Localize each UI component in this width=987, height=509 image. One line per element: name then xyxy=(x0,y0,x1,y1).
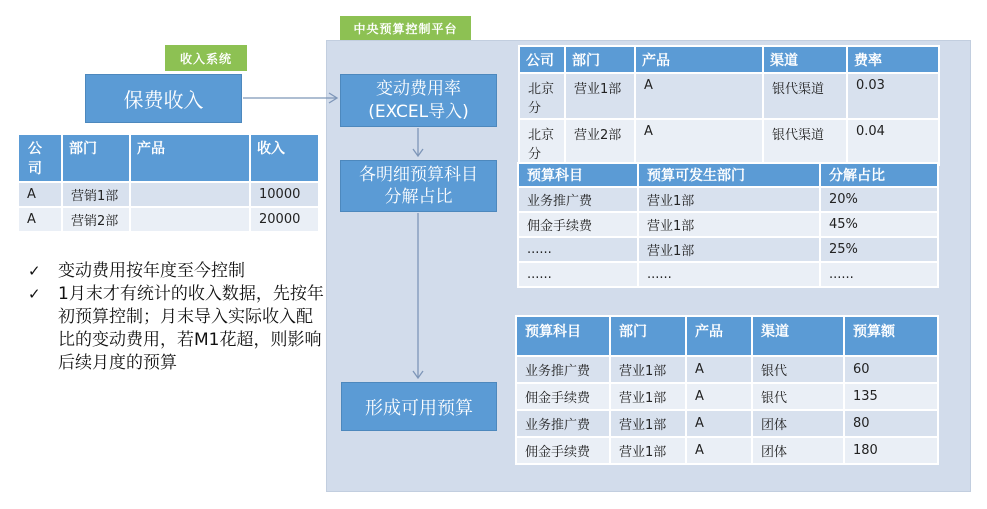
table-cell: 0.03 xyxy=(847,73,939,119)
table-cell: 180 xyxy=(844,437,938,464)
table-cell: 银代渠道 xyxy=(763,73,847,119)
table-cell: 北京分 xyxy=(519,73,565,119)
table-cell: 25% xyxy=(820,237,938,262)
variable-rate-line1: 变动费用率 xyxy=(376,79,461,100)
column-header: 预算科目 xyxy=(518,163,638,187)
table-cell: A xyxy=(686,410,752,437)
table-cell: 营业1部 xyxy=(638,237,820,262)
table-cell: A xyxy=(18,207,62,232)
subject-ratio-line1: 各明细预算科目 xyxy=(359,164,478,185)
table-row xyxy=(518,212,938,237)
rate-table xyxy=(518,45,940,166)
subject-ratio-box xyxy=(340,160,497,212)
income-table xyxy=(17,133,320,233)
budget-table xyxy=(515,315,939,465)
column-header: 产品 xyxy=(130,134,250,182)
table-cell: 营业1部 xyxy=(565,73,635,119)
column-header: 预算科目 xyxy=(516,316,610,356)
subject-ratio-line2: 分解占比 xyxy=(384,187,453,207)
table-row xyxy=(519,119,939,165)
column-header: 渠道 xyxy=(752,316,844,356)
checkmark-icon: ✓ xyxy=(28,285,41,303)
note-item xyxy=(28,260,328,283)
table-cell: 营业1部 xyxy=(638,212,820,237)
column-header: 分解占比 xyxy=(820,163,938,187)
table-cell: ...... xyxy=(518,262,638,287)
table-row xyxy=(518,237,938,262)
table-cell: 佣金手续费 xyxy=(518,212,638,237)
column-header: 产品 xyxy=(635,46,763,73)
column-header: 公司 xyxy=(519,46,565,73)
table-cell: 业务推广费 xyxy=(516,356,610,383)
table-cell: A xyxy=(686,383,752,410)
table-cell: 10000 xyxy=(250,182,319,207)
table-cell: 业务推广费 xyxy=(516,410,610,437)
table-row xyxy=(516,383,938,410)
table-cell: ...... xyxy=(820,262,938,287)
table-cell: 业务推广费 xyxy=(518,187,638,212)
note-text: 变动费用按年度至今控制 xyxy=(58,261,245,281)
table-cell: 45% xyxy=(820,212,938,237)
table-cell: 佣金手续费 xyxy=(516,437,610,464)
notes-list xyxy=(28,260,328,375)
table-cell: 营销1部 xyxy=(62,182,130,207)
table-cell: 银代渠道 xyxy=(763,119,847,165)
table-cell: A xyxy=(686,437,752,464)
table-cell xyxy=(130,182,250,207)
column-header: 部门 xyxy=(565,46,635,73)
table-cell: 135 xyxy=(844,383,938,410)
header-row xyxy=(518,163,938,187)
ratio-table xyxy=(517,162,939,288)
table-cell: 0.04 xyxy=(847,119,939,165)
column-header: 渠道 xyxy=(763,46,847,73)
column-header: 部门 xyxy=(62,134,130,182)
table-cell: 团体 xyxy=(752,437,844,464)
available-budget-box: 形成可用预算 xyxy=(341,382,497,431)
table-row xyxy=(516,356,938,383)
note-item xyxy=(28,283,328,375)
column-header: 部门 xyxy=(610,316,686,356)
variable-rate-box xyxy=(340,74,497,127)
header-row xyxy=(18,134,319,182)
table-cell: 营业1部 xyxy=(610,383,686,410)
table-cell: 60 xyxy=(844,356,938,383)
table-cell: 营业1部 xyxy=(610,410,686,437)
table-cell: ...... xyxy=(638,262,820,287)
column-header: 产品 xyxy=(686,316,752,356)
variable-rate-line2: (EXCEL导入) xyxy=(368,101,469,122)
table-cell: 银代 xyxy=(752,383,844,410)
table-cell: 营业2部 xyxy=(565,119,635,165)
table-row xyxy=(516,410,938,437)
table-cell: 20000 xyxy=(250,207,319,232)
column-header: 公司 xyxy=(18,134,62,182)
note-text: 1月末才有统计的收入数据，先按年初预算控制；月末导入实际收入配比的变动费用，若M1花超，则影响后续月度的预算 xyxy=(58,284,324,373)
table-cell: 营业1部 xyxy=(610,356,686,383)
table-cell: 20% xyxy=(820,187,938,212)
column-header: 费率 xyxy=(847,46,939,73)
premium-income-box: 保费收入 xyxy=(85,74,242,123)
header-row xyxy=(519,46,939,73)
table-row xyxy=(518,187,938,212)
table-cell xyxy=(130,207,250,232)
checkmark-icon: ✓ xyxy=(28,262,41,280)
table-row xyxy=(519,73,939,119)
table-cell: A xyxy=(18,182,62,207)
table-cell: ...... xyxy=(518,237,638,262)
column-header: 收入 xyxy=(250,134,319,182)
table-cell: 北京分 xyxy=(519,119,565,165)
table-cell: 80 xyxy=(844,410,938,437)
table-row xyxy=(518,262,938,287)
table-cell: 佣金手续费 xyxy=(516,383,610,410)
table-cell: A xyxy=(686,356,752,383)
table-cell: 营业1部 xyxy=(610,437,686,464)
table-cell: 团体 xyxy=(752,410,844,437)
table-cell: A xyxy=(635,119,763,165)
header-row xyxy=(516,316,938,356)
table-row xyxy=(18,207,319,232)
column-header: 预算可发生部门 xyxy=(638,163,820,187)
table-cell: 营业1部 xyxy=(638,187,820,212)
table-cell: 银代 xyxy=(752,356,844,383)
table-row xyxy=(516,437,938,464)
table-cell: A xyxy=(635,73,763,119)
table-row xyxy=(18,182,319,207)
income-system-tag: 收入系统 xyxy=(165,45,247,71)
platform-tag: 中央预算控制平台 xyxy=(340,16,471,40)
table-cell: 营销2部 xyxy=(62,207,130,232)
column-header: 预算额 xyxy=(844,316,938,356)
